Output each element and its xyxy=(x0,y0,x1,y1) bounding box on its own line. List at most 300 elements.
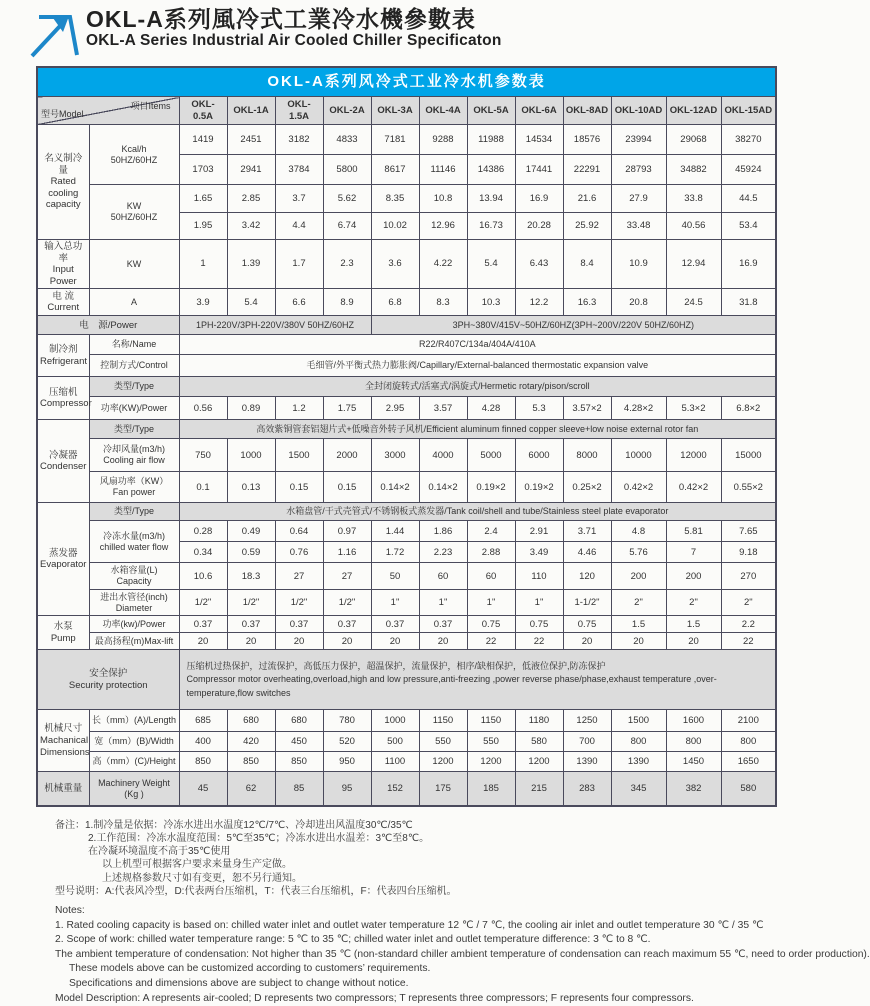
cell-data: 20 xyxy=(323,633,371,650)
cell-cat: 电 源/Power xyxy=(37,316,179,335)
table-row xyxy=(37,710,776,732)
cell-data: 6.8 xyxy=(371,289,419,316)
cell-data: 20.28 xyxy=(515,213,563,240)
cell-cat: 水泵 Pump xyxy=(37,616,89,650)
note-line: Specifications and dimensions above are subject to change without notice. xyxy=(69,977,409,989)
cell-item: 类型/Type xyxy=(89,420,179,439)
cell-data: 20 xyxy=(227,633,275,650)
cell-data: 1.39 xyxy=(227,240,275,289)
cell-data: 1/2" xyxy=(323,590,371,616)
note-line: 2. Scope of work: chilled water temperature range: 5 ℃ to 35 ℃; chilled water inlet and outlet temperature difference: 3 ℃ to 8 ℃. xyxy=(55,934,651,946)
cell-data: 1200 xyxy=(419,752,467,772)
cell-data: 3.42 xyxy=(227,213,275,240)
cell-data: 8.3 xyxy=(419,289,467,316)
cell-data: 175 xyxy=(419,772,467,806)
cell-model: OKL-1.5A xyxy=(275,97,323,125)
cell-data: 1.65 xyxy=(179,185,227,213)
cell-data: 850 xyxy=(179,752,227,772)
cell-data: 6000 xyxy=(515,439,563,472)
cell-cat: 压缩机 Compressor xyxy=(37,377,89,420)
cell-data: 800 xyxy=(721,732,776,752)
cell-data: 17441 xyxy=(515,155,563,185)
cell-data: 1.75 xyxy=(323,397,371,420)
cell-data: 20 xyxy=(179,633,227,650)
cell-data: 680 xyxy=(275,710,323,732)
cell-data: 0.64 xyxy=(275,521,323,542)
cell-data: 18576 xyxy=(563,125,611,155)
cell-data: 2.88 xyxy=(467,542,515,563)
cell-data: 3.6 xyxy=(371,240,419,289)
cell-data: 60 xyxy=(467,563,515,590)
corner-header-cell xyxy=(37,97,179,125)
cell-data: 4.46 xyxy=(563,542,611,563)
cell-data: 780 xyxy=(323,710,371,732)
note-line: 在冷凝环境温度不高于35℃使用 xyxy=(88,846,231,858)
cell-data: 1250 xyxy=(563,710,611,732)
cell-cat: 冷凝器 Condenser xyxy=(37,420,89,503)
note-line: 以上机型可根据客户要求来量身生产定做。 xyxy=(102,859,292,871)
cell-data: 0.15 xyxy=(323,472,371,503)
cell-data: 5.4 xyxy=(467,240,515,289)
cell-data: 1.7 xyxy=(275,240,323,289)
cell-data: 0.59 xyxy=(227,542,275,563)
cell-data: 40.56 xyxy=(666,213,721,240)
cell-data: 0.56 xyxy=(179,397,227,420)
cell-data: 11146 xyxy=(419,155,467,185)
cell-data: 8.9 xyxy=(323,289,371,316)
cell-data: 1000 xyxy=(227,439,275,472)
cell-data: 1" xyxy=(371,590,419,616)
cell-data: 14386 xyxy=(467,155,515,185)
cell-data: 0.75 xyxy=(515,616,563,633)
cell-data: 8000 xyxy=(563,439,611,472)
cell-data: 0.49 xyxy=(227,521,275,542)
cell-data: 1650 xyxy=(721,752,776,772)
cell-data: 16.9 xyxy=(721,240,776,289)
cell-data: 7181 xyxy=(371,125,419,155)
cell-data: 3784 xyxy=(275,155,323,185)
cell-data: 450 xyxy=(275,732,323,752)
corner-model-label: 型号Model xyxy=(41,109,84,120)
cell-cat: 机械尺寸 Machanical Dimensions xyxy=(37,710,89,772)
cell-data: 1200 xyxy=(515,752,563,772)
cell-data: 0.97 xyxy=(323,521,371,542)
cell-data: 0.28 xyxy=(179,521,227,542)
note-line: These models above can be customized according to customers’ requirements. xyxy=(69,963,431,975)
cell-item: 类型/Type xyxy=(89,377,179,397)
table-row xyxy=(37,563,776,590)
cell-cat: 安全保护 Security protection xyxy=(37,650,179,710)
cell-data: 10.02 xyxy=(371,213,419,240)
cell-data: 8.4 xyxy=(563,240,611,289)
cell-data: 1-1/2" xyxy=(563,590,611,616)
cell-data: 0.14×2 xyxy=(419,472,467,503)
spec-table-body xyxy=(37,97,776,806)
cell-data: 3.49 xyxy=(515,542,563,563)
cell-data: 2.95 xyxy=(371,397,419,420)
cell-data: 5.3×2 xyxy=(666,397,721,420)
cell-data: 85 xyxy=(275,772,323,806)
cell-data: 33.8 xyxy=(666,185,721,213)
cell-data: 5.3 xyxy=(515,397,563,420)
cell-data: 1.72 xyxy=(371,542,419,563)
cell-item: KW 50HZ/60HZ xyxy=(89,185,179,240)
cell-data: 0.37 xyxy=(227,616,275,633)
cell-data: 1600 xyxy=(666,710,721,732)
cell-data: 0.37 xyxy=(371,616,419,633)
table-row xyxy=(37,289,776,316)
cell-data: 8617 xyxy=(371,155,419,185)
cell-cat: 输入总功率 Input Power xyxy=(37,240,89,289)
cell-item: 高（mm）(C)/Height xyxy=(89,752,179,772)
cell-data: 0.37 xyxy=(419,616,467,633)
cell-data: 2.23 xyxy=(419,542,467,563)
cell-data: 44.5 xyxy=(721,185,776,213)
cell-item: 冷却风量(m3/h) Cooling air flow xyxy=(89,439,179,472)
notes-english xyxy=(55,904,870,1006)
cell-data: 2" xyxy=(611,590,666,616)
cell-span: 全封闭旋转式/活塞式/涡旋式/Hermetic rotary/pison/scroll xyxy=(179,377,776,397)
cell-cat: 名义制冷量 Rated cooling capacity xyxy=(37,125,89,240)
cell-item: 控制方式/Control xyxy=(89,355,179,377)
cell-data: 2.85 xyxy=(227,185,275,213)
cell-data: 27.9 xyxy=(611,185,666,213)
cell-data: 345 xyxy=(611,772,666,806)
cell-item: 功率(kw)/Power xyxy=(89,616,179,633)
spec-table xyxy=(36,66,777,807)
cell-data: 110 xyxy=(515,563,563,590)
table-row xyxy=(37,616,776,633)
cell-data: 4.4 xyxy=(275,213,323,240)
note-line: The ambient temperature of condensation: Not higher than 35 ℃ (non-standard chiller ambient temperature of condensation can reach maximum 55 ℃, need to order production). xyxy=(55,948,870,960)
cell-item: 名称/Name xyxy=(89,335,179,355)
cell-data: 1.44 xyxy=(371,521,419,542)
cell-data: 1/2" xyxy=(227,590,275,616)
cell-data: 95 xyxy=(323,772,371,806)
cell-item: 长（mm）(A)/Length xyxy=(89,710,179,732)
cell-data: 0.76 xyxy=(275,542,323,563)
cell-data: 2451 xyxy=(227,125,275,155)
table-row xyxy=(37,397,776,420)
cell-data: 3000 xyxy=(371,439,419,472)
cell-span: 毛细管/外平衡式热力膨胀阀/Capillary/External-balanced thermostatic expansion valve xyxy=(179,355,776,377)
cell-data: 0.19×2 xyxy=(467,472,515,503)
cell-data: 3.7 xyxy=(275,185,323,213)
cell-data: 4.28 xyxy=(467,397,515,420)
cell-data: 1 xyxy=(179,240,227,289)
cell-data: 3.9 xyxy=(179,289,227,316)
cell-data: 22 xyxy=(467,633,515,650)
cell-span-left: 压缩机过热保护，过流保护，高低压力保护，超温保护，流量保护，相序/缺相保护，低液位保护,防冻保护 Compressor motor overheating,overload,high and low pressure,anti-freezing ,power reverse phase/phase,exhaust temperature ,over- temperature,flow switches xyxy=(179,650,776,710)
cell-data: 5800 xyxy=(323,155,371,185)
cell-data: 550 xyxy=(467,732,515,752)
cell-data: 2" xyxy=(721,590,776,616)
cell-item: 宽（mm）(B)/Width xyxy=(89,732,179,752)
cell-data: 0.37 xyxy=(275,616,323,633)
table-row xyxy=(37,772,776,806)
cell-model: OKL-10AD xyxy=(611,97,666,125)
cell-data: 4.22 xyxy=(419,240,467,289)
cell-span: R22/R407C/134a/404A/410A xyxy=(179,335,776,355)
cell-data: 4.28×2 xyxy=(611,397,666,420)
cell-data: 45924 xyxy=(721,155,776,185)
cell-data: 27 xyxy=(275,563,323,590)
cell-data: 152 xyxy=(371,772,419,806)
note-line: 1. Rated cooling capacity is based on: chilled water inlet and outlet water temperature 12 ℃ / 7 ℃, the cooling air inlet and outlet temperature 30 ℃ / 35 ℃ xyxy=(55,919,764,931)
cell-data: 1390 xyxy=(611,752,666,772)
cell-data: 24.5 xyxy=(666,289,721,316)
cell-data: 500 xyxy=(371,732,419,752)
cell-data: 22 xyxy=(721,633,776,650)
cell-data: 1.86 xyxy=(419,521,467,542)
cell-data: 21.6 xyxy=(563,185,611,213)
cell-data: 2.2 xyxy=(721,616,776,633)
cell-data: 0.42×2 xyxy=(666,472,721,503)
table-title-row xyxy=(37,67,776,97)
cell-data: 800 xyxy=(666,732,721,752)
cell-data: 1500 xyxy=(275,439,323,472)
cell-data: 200 xyxy=(611,563,666,590)
note-line: 型号说明：A:代表风冷型，D:代表两台压缩机，T：代表三台压缩机，F：代表四台压缩机。 xyxy=(55,885,457,897)
cell-data: 382 xyxy=(666,772,721,806)
arrow-up-right-icon xyxy=(24,6,80,58)
cell-data: 45 xyxy=(179,772,227,806)
cell-data: 1150 xyxy=(467,710,515,732)
cell-model: OKL-2A xyxy=(323,97,371,125)
cell-data: 20 xyxy=(275,633,323,650)
cell-data: 1390 xyxy=(563,752,611,772)
cell-data: 0.37 xyxy=(179,616,227,633)
table-row xyxy=(37,316,776,335)
cell-data: 13.94 xyxy=(467,185,515,213)
cell-data: 680 xyxy=(227,710,275,732)
cell-data: 62 xyxy=(227,772,275,806)
doc-header xyxy=(0,0,789,64)
table-row xyxy=(37,439,776,472)
cell-data: 1450 xyxy=(666,752,721,772)
note-line: 上述规格参数尺寸如有变更，恕不另行通知。 xyxy=(102,872,302,884)
cell-data: 38270 xyxy=(721,125,776,155)
notes-section xyxy=(55,819,870,1006)
cell-data: 20 xyxy=(611,633,666,650)
doc-title-zh: OKL-A系列風冷式工業冷水機參數表 xyxy=(86,6,476,32)
cell-data: 2000 xyxy=(323,439,371,472)
cell-data: 12.96 xyxy=(419,213,467,240)
cell-data: 1.95 xyxy=(179,213,227,240)
cell-data: 2.4 xyxy=(467,521,515,542)
cell-data: 1419 xyxy=(179,125,227,155)
cell-data: 0.34 xyxy=(179,542,227,563)
cell-data: 0.42×2 xyxy=(611,472,666,503)
table-row xyxy=(37,240,776,289)
cell-data: 3.71 xyxy=(563,521,611,542)
table-row xyxy=(37,732,776,752)
cell-item: Machinery Weight (Kg ) xyxy=(89,772,179,806)
cell-data: 27 xyxy=(323,563,371,590)
cell-data: 0.89 xyxy=(227,397,275,420)
cell-data: 10000 xyxy=(611,439,666,472)
table-title: OKL-A系列风冷式工业冷水机参数表 xyxy=(37,67,776,97)
table-row xyxy=(37,97,776,125)
cell-data: 0.25×2 xyxy=(563,472,611,503)
note-line: Notes: xyxy=(55,904,85,916)
cell-item: 水箱容量(L) Capacity xyxy=(89,563,179,590)
cell-item: 最高扬程(m)Max-lift xyxy=(89,633,179,650)
cell-data: 15000 xyxy=(721,439,776,472)
cell-data: 7.65 xyxy=(721,521,776,542)
cell-data: 12.94 xyxy=(666,240,721,289)
table-row xyxy=(37,125,776,155)
cell-data: 750 xyxy=(179,439,227,472)
table-row xyxy=(37,752,776,772)
cell-data: 1180 xyxy=(515,710,563,732)
cell-data: 4833 xyxy=(323,125,371,155)
cell-data: 400 xyxy=(179,732,227,752)
cell-data: 12.2 xyxy=(515,289,563,316)
cell-data: 0.19×2 xyxy=(515,472,563,503)
cell-data: 1" xyxy=(515,590,563,616)
cell-data: 20 xyxy=(371,633,419,650)
cell-data: 1150 xyxy=(419,710,467,732)
cell-data: 18.3 xyxy=(227,563,275,590)
cell-data: 800 xyxy=(611,732,666,752)
cell-data: 700 xyxy=(563,732,611,752)
note-line: 备注：1.制冷量是依据：冷冻水进出水温度12℃/7℃、冷却进出风温度30℃/35℃ xyxy=(55,819,413,831)
cell-data: 270 xyxy=(721,563,776,590)
cell-data: 580 xyxy=(721,772,776,806)
cell-item: 冷冻水量(m3/h) chilled water flow xyxy=(89,521,179,563)
note-line: 2.工作范围：冷冻水温度范围：5℃至35℃；冷冻水进出水温差：3℃至8℃。 xyxy=(88,833,430,844)
cell-data: 20 xyxy=(666,633,721,650)
cell-data: 3.57 xyxy=(419,397,467,420)
cell-item: 风扇功率（KW） Fan power xyxy=(89,472,179,503)
cell-data: 5.76 xyxy=(611,542,666,563)
cell-data: 0.14×2 xyxy=(371,472,419,503)
cell-data: 25.92 xyxy=(563,213,611,240)
cell-data: 215 xyxy=(515,772,563,806)
cell-data: 1000 xyxy=(371,710,419,732)
table-row xyxy=(37,590,776,616)
cell-model: OKL-8AD xyxy=(563,97,611,125)
cell-data: 1.5 xyxy=(611,616,666,633)
cell-data: 50 xyxy=(371,563,419,590)
cell-data: 10.3 xyxy=(467,289,515,316)
cell-data: 9.18 xyxy=(721,542,776,563)
cell-data: 20 xyxy=(563,633,611,650)
cell-data: 1703 xyxy=(179,155,227,185)
cell-data: 5.62 xyxy=(323,185,371,213)
cell-data: 1.5 xyxy=(666,616,721,633)
cell-item: A xyxy=(89,289,179,316)
cell-item: 功率(KW)/Power xyxy=(89,397,179,420)
cell-data: 0.37 xyxy=(323,616,371,633)
cell-data: 0.75 xyxy=(563,616,611,633)
cell-data: 950 xyxy=(323,752,371,772)
cell-cat: 蒸发器 Evaporator xyxy=(37,503,89,616)
cell-data: 120 xyxy=(563,563,611,590)
cell-data: 550 xyxy=(419,732,467,752)
cell-model: OKL-5A xyxy=(467,97,515,125)
cell-model: OKL-1A xyxy=(227,97,275,125)
cell-data: 0.1 xyxy=(179,472,227,503)
cell-data: 10.8 xyxy=(419,185,467,213)
cell-data: 6.6 xyxy=(275,289,323,316)
cell-data: 29068 xyxy=(666,125,721,155)
cell-span: 高效紫铜管套铝翅片式+低噪音外转子风机/Efficient aluminum finned copper sleeve+low noise external rotor fan xyxy=(179,420,776,439)
notes-chinese xyxy=(55,819,789,898)
table-row xyxy=(37,377,776,397)
cell-data: 8.35 xyxy=(371,185,419,213)
cell-span: 3PH~380V/415V~50HZ/60HZ(3PH~200V/220V 50HZ/60HZ) xyxy=(371,316,776,335)
cell-data: 2.91 xyxy=(515,521,563,542)
cell-data: 580 xyxy=(515,732,563,752)
cell-data: 420 xyxy=(227,732,275,752)
cell-data: 1" xyxy=(419,590,467,616)
cell-data: 2.3 xyxy=(323,240,371,289)
cell-cat: 机械重量 xyxy=(37,772,89,806)
cell-data: 0.75 xyxy=(467,616,515,633)
table-row xyxy=(37,650,776,710)
cell-data: 2" xyxy=(666,590,721,616)
cell-data: 0.13 xyxy=(227,472,275,503)
cell-data: 28793 xyxy=(611,155,666,185)
cell-data: 1500 xyxy=(611,710,666,732)
table-row xyxy=(37,521,776,542)
cell-data: 1" xyxy=(467,590,515,616)
cell-data: 53.4 xyxy=(721,213,776,240)
cell-data: 5000 xyxy=(467,439,515,472)
cell-data: 60 xyxy=(419,563,467,590)
cell-data: 1200 xyxy=(467,752,515,772)
cell-model: OKL-3A xyxy=(371,97,419,125)
cell-data: 5.4 xyxy=(227,289,275,316)
cell-data: 1.2 xyxy=(275,397,323,420)
cell-cat: 制冷剂 Refrigerant xyxy=(37,335,89,377)
cell-data: 1100 xyxy=(371,752,419,772)
cell-data: 6.74 xyxy=(323,213,371,240)
note-line: Model Description: A represents air-cooled; D represents two compressors; T represents three compressors; F represents four compressors. xyxy=(55,992,694,1004)
cell-data: 850 xyxy=(275,752,323,772)
cell-data: 685 xyxy=(179,710,227,732)
cell-data: 5.81 xyxy=(666,521,721,542)
cell-data: 0.15 xyxy=(275,472,323,503)
cell-model: OKL-0.5A xyxy=(179,97,227,125)
cell-cat: 电 流 Current xyxy=(37,289,89,316)
cell-model: OKL-6A xyxy=(515,97,563,125)
cell-model: OKL-15AD xyxy=(721,97,776,125)
cell-model: OKL-4A xyxy=(419,97,467,125)
cell-data: 283 xyxy=(563,772,611,806)
cell-item: KW xyxy=(89,240,179,289)
cell-data: 20 xyxy=(419,633,467,650)
table-row xyxy=(37,355,776,377)
cell-data: 1/2" xyxy=(275,590,323,616)
cell-model: OKL-12AD xyxy=(666,97,721,125)
cell-data: 16.3 xyxy=(563,289,611,316)
cell-data: 22291 xyxy=(563,155,611,185)
cell-data: 6.8×2 xyxy=(721,397,776,420)
cell-item: Kcal/h 50HZ/60HZ xyxy=(89,125,179,185)
table-row xyxy=(37,420,776,439)
cell-data: 23994 xyxy=(611,125,666,155)
cell-data: 7 xyxy=(666,542,721,563)
cell-data: 3.57×2 xyxy=(563,397,611,420)
cell-item: 类型/Type xyxy=(89,503,179,521)
cell-span: 水箱盘管/干式壳管式/不锈钢板式蒸发器/Tank coil/shell and tube/Stainless steel plate evaporator xyxy=(179,503,776,521)
cell-data: 1/2" xyxy=(179,590,227,616)
cell-data: 200 xyxy=(666,563,721,590)
cell-data: 520 xyxy=(323,732,371,752)
